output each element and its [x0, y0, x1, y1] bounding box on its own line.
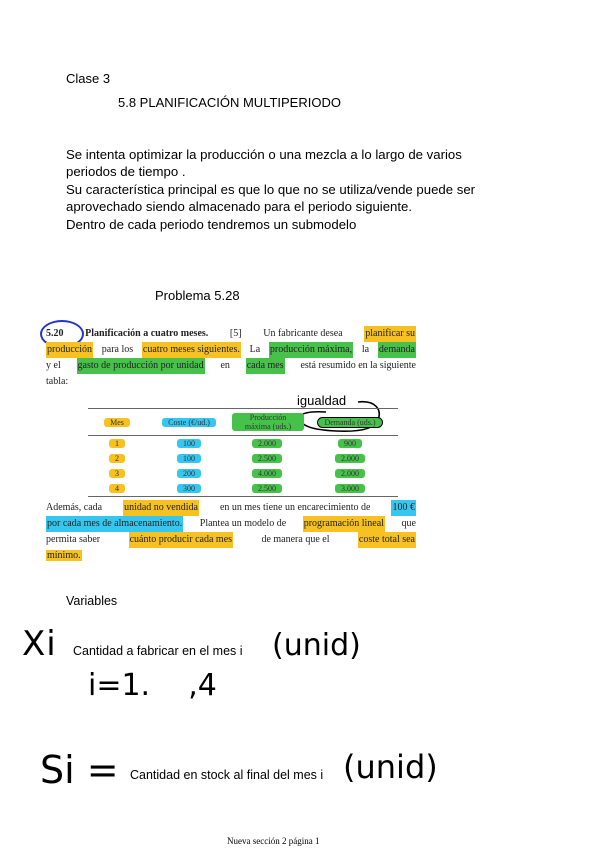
table-cell: 1	[109, 439, 125, 448]
intro-paragraph	[66, 146, 566, 233]
table-cell: 300	[177, 484, 201, 493]
page-footer: Nueva sección 2 página 1	[227, 836, 320, 846]
handwritten-unit: (unid)	[343, 748, 438, 786]
class-label: Clase 3	[66, 71, 111, 86]
table-rule	[88, 496, 398, 497]
header-cell: Producción máxima (uds.)	[232, 413, 304, 431]
scan-text: La	[249, 344, 261, 355]
table-cell: 2.500	[252, 484, 282, 493]
highlight-green: cada mes	[246, 358, 285, 374]
table-cell: 4	[109, 484, 125, 493]
scan-line	[46, 326, 416, 342]
table-cell: 3	[109, 469, 125, 478]
intro-line: Se intenta optimizar la producción o una mezcla a lo largo de varios	[66, 147, 462, 162]
si-description: Cantidad en stock al final del mes i	[130, 768, 324, 782]
scan-text: de manera que el	[261, 534, 330, 545]
scan-text: está resumido en la siguiente	[300, 360, 416, 371]
data-table	[88, 408, 398, 497]
scan-line	[46, 532, 416, 548]
table-cell: 100	[177, 454, 201, 463]
highlight-yellow: mínimo.	[47, 550, 81, 561]
highlight-blue: por cada mes de almacenamiento.	[46, 516, 183, 532]
scan-text: en un mes tiene un encarecimiento de	[219, 502, 371, 513]
highlight-yellow: programación lineal	[303, 516, 385, 532]
table-cell: 2.000	[252, 439, 282, 448]
intro-line: Su característica principal es que lo que no se utiliza/vende puede ser	[66, 181, 476, 197]
header-cell: Coste (€/ud.)	[162, 418, 216, 427]
table-cell: 100	[177, 439, 201, 448]
reference: [5]	[229, 328, 242, 339]
table-header	[88, 409, 398, 435]
handwritten-xi: Xi	[22, 624, 57, 664]
table-cell: 2.000	[335, 454, 365, 463]
intro-line: aprovechado siendo almacenado para el periodo siguiente.	[66, 199, 413, 215]
table-cell: 2.000	[335, 469, 365, 478]
table-cell: 3.000	[335, 484, 365, 493]
highlight-blue: 100 €	[391, 500, 416, 516]
scan-line	[46, 516, 416, 532]
problem-title: Planificación a cuatro meses.	[85, 328, 209, 339]
table-cell: 900	[338, 439, 362, 448]
highlight-yellow: cuatro meses siguientes.	[142, 342, 241, 358]
table-cell: 2.500	[252, 454, 282, 463]
intro-line: periodos de tiempo .	[66, 164, 186, 180]
scan-text: permita saber	[46, 534, 101, 545]
scan-text: Un fabricante desea	[263, 328, 343, 339]
highlight-green: producción máxima,	[269, 342, 353, 358]
scan-line	[46, 342, 416, 358]
scan-line: tabla:	[46, 376, 69, 387]
table-row	[88, 436, 398, 451]
highlight-yellow: coste total sea	[358, 532, 416, 548]
problem-number: 5.20	[46, 328, 64, 339]
highlight-green: demanda	[378, 342, 416, 358]
scan-text: para los	[101, 344, 134, 355]
scan-text: que	[401, 518, 416, 529]
scanned-problem-continued	[46, 500, 416, 564]
table-cell: 200	[177, 469, 201, 478]
scan-text: la	[361, 344, 370, 355]
scanned-problem	[46, 326, 416, 390]
problem-label: Problema 5.28	[155, 288, 240, 303]
handwritten-unit: (unid)	[272, 628, 361, 663]
scan-text: y el	[46, 360, 61, 371]
scan-line	[46, 358, 416, 374]
table-row	[88, 481, 398, 496]
highlight-green: gasto de producción por unidad	[77, 358, 205, 374]
handwritten-si: Si =	[40, 748, 119, 792]
handwritten-range: i=1. ,4	[88, 668, 217, 703]
annotation-igualdad: igualdad	[297, 393, 347, 408]
scan-text: Plantea un modelo de	[199, 518, 287, 529]
table-cell: 4.000	[252, 469, 282, 478]
table-row	[88, 466, 398, 481]
header-cell: Demanda (uds.)	[317, 417, 382, 428]
highlight-yellow: unidad no vendida	[123, 500, 199, 516]
scan-line	[46, 548, 416, 564]
table-cell: 2	[109, 454, 125, 463]
xi-description: Cantidad a fabricar en el mes i	[73, 644, 243, 658]
highlight-yellow: producción	[46, 342, 93, 358]
section-title: 5.8 PLANIFICACIÓN MULTIPERIODO	[118, 95, 341, 110]
variables-label: Variables	[66, 594, 118, 608]
scan-text: Además, cada	[46, 502, 103, 513]
highlight-yellow: planificar su	[364, 326, 416, 342]
highlight-yellow: cuánto producir cada mes	[129, 532, 233, 548]
intro-line: Dentro de cada periodo tendremos un submodelo	[66, 216, 357, 232]
scan-text: en	[220, 360, 230, 371]
table-row	[88, 451, 398, 466]
scan-line	[46, 500, 416, 516]
header-cell: Mes	[104, 418, 130, 427]
